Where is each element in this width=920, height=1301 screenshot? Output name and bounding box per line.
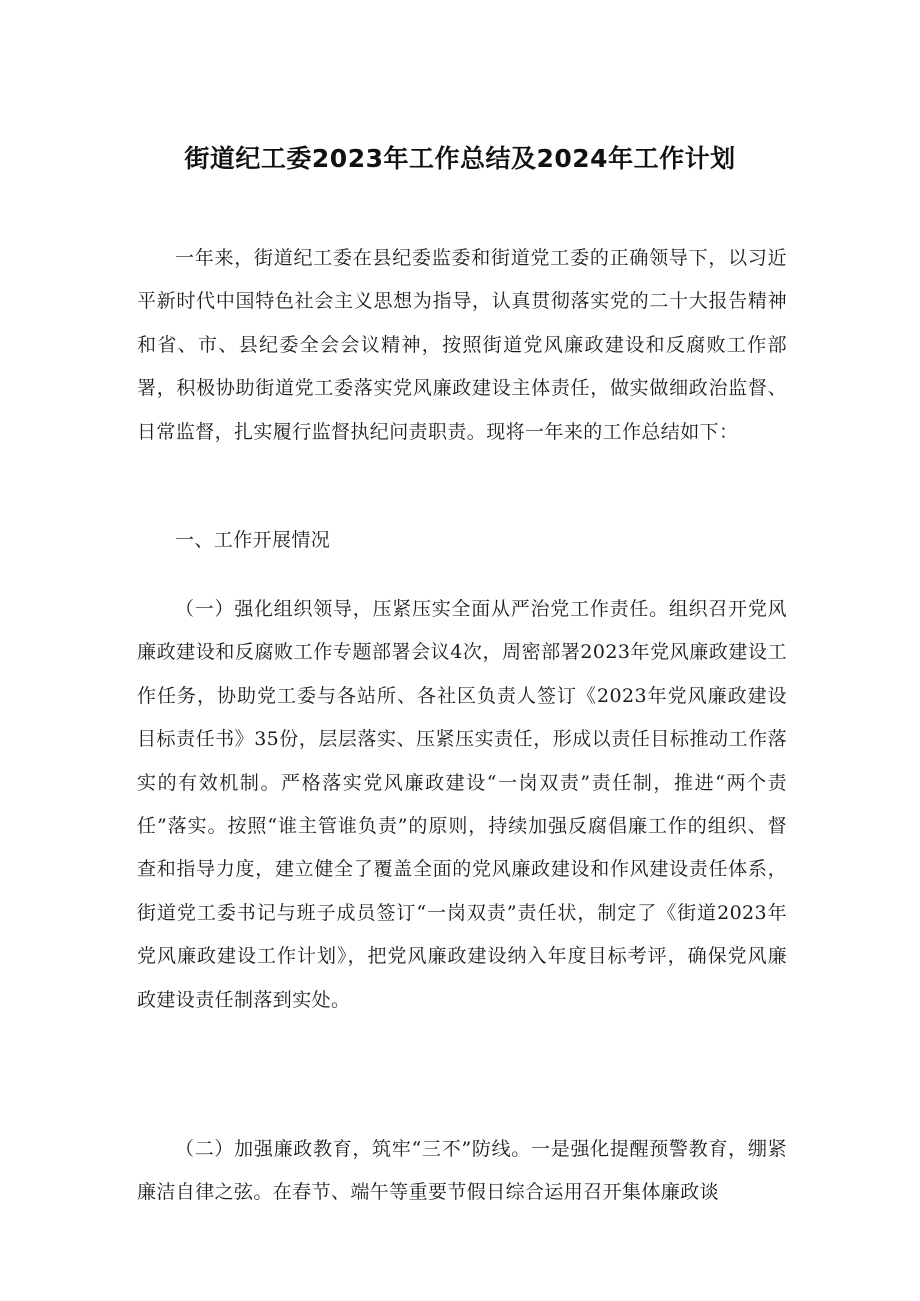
intro-paragraph: 一年来，街道纪工委在县纪委监委和街道党工委的正确领导下，以习近平新时代中国特色社会主义思想为指导，认真贯彻落实党的二十大报告精神和省、市、县纪委全会会议精神，按照街道党风廉政建设和反腐败工作部署，积极协助街道党工委落实党风廉政建设主体责任，做实做细政治监督、日常监督，扎实履行监督执纪问责职责。现将一年来的工作总结如下： [137, 247, 787, 443]
paragraph-2: （二）加强廉政教育，筑牢“三不”防线。一是强化提醒预警教育，绷紧廉洁自律之弦。在春节、端午等重要节假日综合运用召开集体廉政谈 [137, 1138, 787, 1204]
paragraph-1: （一）强化组织领导，压紧压实全面从严治党工作责任。组织召开党风廉政建设和反腐败工作专题部署会议4次，周密部署2023年党风廉政建设工作任务，协助党工委与各站所、各社区负责人签订《2023年党风廉政建设目标责任书》35份，层层落实、压紧压实责任，形成以责任目标推动工作落实的有效机制。严格落实党风廉政建设“一岗双责”责任制，推进“两个责任”落实。按照“谁主管谁负责”的原则，持续加强反腐倡廉工作的组织、督查和指导力度，建立健全了覆盖全面的党风廉政建设和作风建设责任体系，街道党工委书记与班子成员签订“一岗双责”责任状，制定了《街道2023年党风廉政建设工作计划》，把党风廉政建设纳入年度目标考评，确保党风廉政建设责任制落到实处。 [137, 598, 787, 1011]
document-title: 街道纪工委2023年工作总结及2024年工作计划 [184, 143, 736, 173]
section-heading: 一、工作开展情况 [175, 529, 331, 551]
